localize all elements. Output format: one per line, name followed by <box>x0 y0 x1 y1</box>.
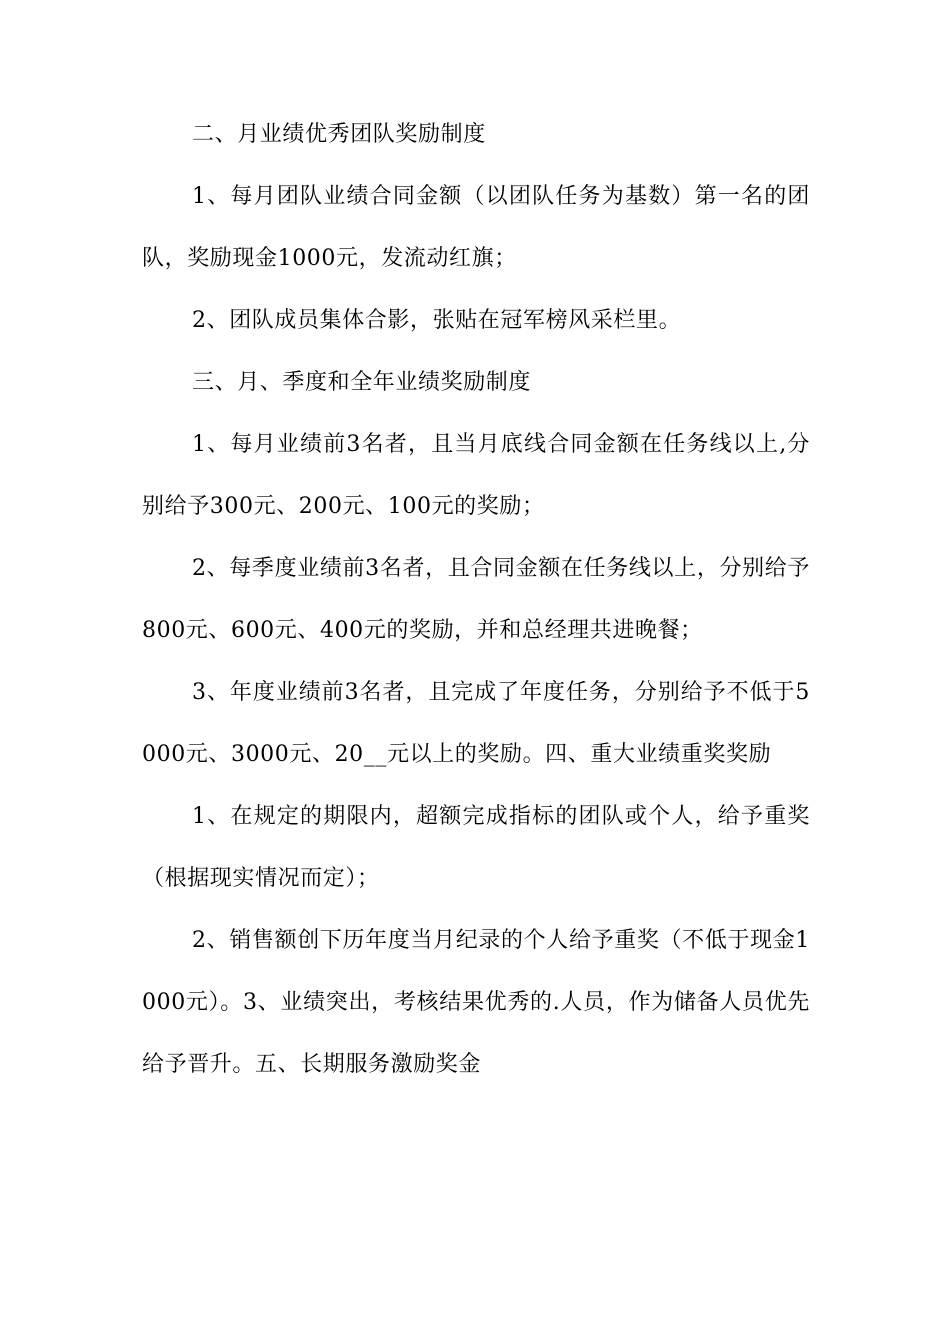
paragraph-annual-item-3: 3、年度业绩前3名者，且完成了年度任务，分别给予不低于5000元、3000元、20__元以上的奖励。四、重大业绩重奖奖励 <box>142 680 810 767</box>
section-heading-2: 二、月业绩优秀团队奖励制度 <box>192 122 486 147</box>
paragraph-team-item-1: 1、每月团队业绩合同金额（以团队任务为基数）第一名的团队，奖励现金1000元，发流动红旗； <box>142 184 810 271</box>
paragraph-major-item-2: 2、销售额创下历年度当月纪录的个人给予重奖（不低于现金1000元）。3、业绩突出，考核结果优秀的.人员，作为储备人员优先给予晋升。五、长期服务激励奖金 <box>142 928 810 1077</box>
paragraph-quarterly-item-2: 2、每季度业绩前3名者，且合同金额在任务线以上，分别给予800元、600元、400元的奖励，并和总经理共进晚餐； <box>142 556 810 643</box>
paragraph-major-item-1: 1、在规定的期限内，超额完成指标的团队或个人，给予重奖（根据现实情况而定）； <box>142 804 810 891</box>
section-heading-3: 三、月、季度和全年业绩奖励制度 <box>192 370 532 395</box>
paragraph-team-item-2: 2、团队成员集体合影，张贴在冠军榜风采栏里。 <box>192 308 682 333</box>
paragraph-monthly-item-1: 1、每月业绩前3名者，且当月底线合同金额在任务线以上,分别给予300元、200元、100元的奖励； <box>142 432 810 519</box>
